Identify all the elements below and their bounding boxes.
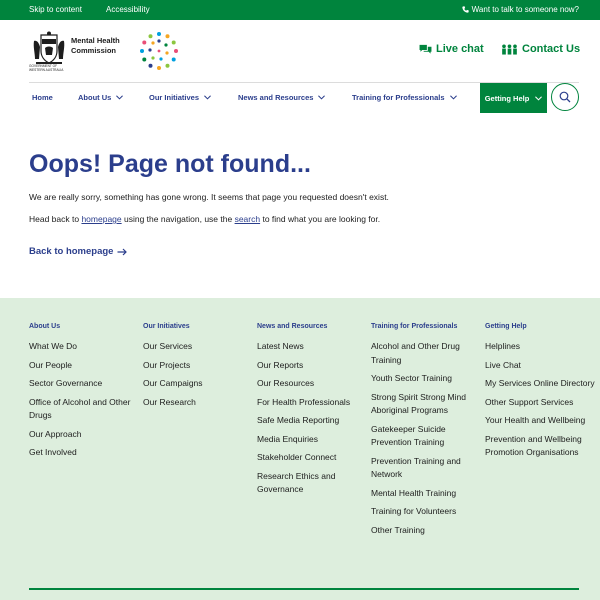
arrow-right-icon xyxy=(117,248,127,256)
nav-training-for-professionals[interactable] xyxy=(352,93,457,102)
footer-link[interactable]: Alcohol and Other Drug Training xyxy=(371,341,460,365)
footer-column-heading[interactable]: News and Resources xyxy=(257,323,328,330)
talk-to-someone-link[interactable] xyxy=(462,5,579,14)
help-text-start: Head back to xyxy=(29,214,82,224)
footer-link[interactable]: Get Involved xyxy=(29,447,77,457)
footer-link[interactable]: Our Projects xyxy=(143,359,191,370)
live-chat-label: Live chat xyxy=(436,43,484,55)
gov-name: GOVERNMENT OF WESTERN AUSTRALIA xyxy=(29,64,64,72)
footer-column-heading[interactable]: Our Initiatives xyxy=(143,323,190,330)
footer-column-heading[interactable]: Training for Professionals xyxy=(371,323,458,330)
back-to-homepage-label: Back to homepage xyxy=(29,246,114,257)
footer-link[interactable]: Our People xyxy=(29,359,72,370)
search-button[interactable] xyxy=(551,83,579,111)
nav-news-and-resources-label: News and Resources xyxy=(238,93,314,102)
footer-link[interactable]: Research Ethics and Governance xyxy=(257,470,336,494)
footer-link[interactable]: Our Research xyxy=(143,396,196,407)
footer-link[interactable]: Your Health and Wellbeing xyxy=(485,415,586,425)
footer-link[interactable]: Safe Media Reporting xyxy=(257,415,340,425)
footer-link[interactable]: Our Resources xyxy=(257,378,315,388)
footer-link[interactable]: Other Support Services xyxy=(485,396,574,407)
nav-our-initiatives[interactable] xyxy=(149,93,211,102)
mhc-dots-logo[interactable] xyxy=(139,31,179,71)
footer-link[interactable]: My Services Online Directory xyxy=(485,378,595,388)
contact-us-label: Contact Us xyxy=(522,43,581,55)
nav-home[interactable] xyxy=(32,93,53,102)
footer-link[interactable]: Helplines xyxy=(485,341,520,351)
help-message xyxy=(29,214,380,224)
footer-link[interactable]: Youth Sector Training xyxy=(371,373,452,383)
people-group-icon xyxy=(501,44,518,55)
footer-link[interactable]: Office of Alcohol and Other Drugs xyxy=(29,396,131,420)
footer-link[interactable]: Our Reports xyxy=(257,359,304,370)
contact-us-link[interactable] xyxy=(501,43,580,55)
chevron-down-icon xyxy=(535,96,542,101)
footer-link[interactable]: Latest News xyxy=(257,341,304,351)
footer-link[interactable]: Training for Volunteers xyxy=(371,506,457,516)
back-to-homepage-link[interactable] xyxy=(29,246,127,257)
footer-link[interactable]: Our Approach xyxy=(29,428,82,439)
chevron-down-icon xyxy=(450,95,457,100)
footer-link[interactable]: What We Do xyxy=(29,341,78,351)
footer-column-heading[interactable]: About Us xyxy=(29,323,61,330)
search-inline-link[interactable]: search xyxy=(234,214,261,224)
footer-divider xyxy=(29,588,579,590)
search-icon xyxy=(559,91,571,103)
skip-to-content-link[interactable]: Skip to content xyxy=(29,5,82,14)
top-bar xyxy=(0,0,600,20)
footer-link[interactable]: For Health Professionals xyxy=(257,396,351,407)
chevron-down-icon xyxy=(204,95,211,100)
footer-link[interactable]: Prevention Training and Network xyxy=(371,455,461,479)
footer-link[interactable]: Other Training xyxy=(371,524,425,535)
footer-link[interactable]: Live Chat xyxy=(485,359,521,370)
nav-getting-help-button[interactable] xyxy=(480,83,547,113)
error-message: We are really sorry, something has gone wrong. It seems that page you requested doesn't exist. xyxy=(29,192,389,202)
nav-home-label: Home xyxy=(32,93,53,102)
help-text-end: to find what you are looking for. xyxy=(260,214,381,224)
talk-to-someone-label: Want to talk to someone now? xyxy=(471,5,579,14)
nav-about-us-label: About Us xyxy=(78,93,112,102)
footer-link[interactable]: Sector Governance xyxy=(29,378,103,388)
footer-link[interactable]: Prevention and Wellbeing Promotion Organisations xyxy=(485,433,582,457)
nav-news-and-resources[interactable] xyxy=(238,93,325,102)
page-title: Oops! Page not found... xyxy=(29,150,311,178)
footer-column xyxy=(371,322,481,542)
homepage-inline-link[interactable]: homepage xyxy=(81,214,122,224)
footer-link[interactable]: Media Enquiries xyxy=(257,433,318,444)
accessibility-link[interactable]: Accessibility xyxy=(106,5,150,14)
footer-column xyxy=(29,322,139,465)
chat-bubbles-icon xyxy=(419,44,432,55)
footer-column xyxy=(143,322,253,414)
org-name: Mental Health Commission xyxy=(71,36,120,55)
nav-training-label: Training for Professionals xyxy=(352,93,445,102)
chevron-down-icon xyxy=(318,95,325,100)
footer-link[interactable]: Mental Health Training xyxy=(371,487,457,498)
footer-column xyxy=(485,322,595,465)
live-chat-link[interactable] xyxy=(419,43,484,55)
nav-about-us[interactable] xyxy=(78,93,123,102)
footer-link[interactable]: Strong Spirit Strong Mind Aboriginal Programs xyxy=(371,391,466,415)
footer-column-heading[interactable]: Getting Help xyxy=(485,323,527,330)
nav-our-initiatives-label: Our Initiatives xyxy=(149,93,200,102)
footer-column xyxy=(257,322,367,502)
help-text-middle: using the navigation, use the xyxy=(121,214,235,224)
nav-getting-help-label: Getting Help xyxy=(484,93,530,103)
footer-link[interactable]: Our Campaigns xyxy=(143,378,203,388)
footer-link[interactable]: Our Services xyxy=(143,341,193,351)
footer-link[interactable]: Gatekeeper Suicide Prevention Training xyxy=(371,423,446,447)
phone-icon xyxy=(462,6,469,13)
chevron-down-icon xyxy=(116,95,123,100)
footer-link[interactable]: Stakeholder Connect xyxy=(257,452,337,462)
